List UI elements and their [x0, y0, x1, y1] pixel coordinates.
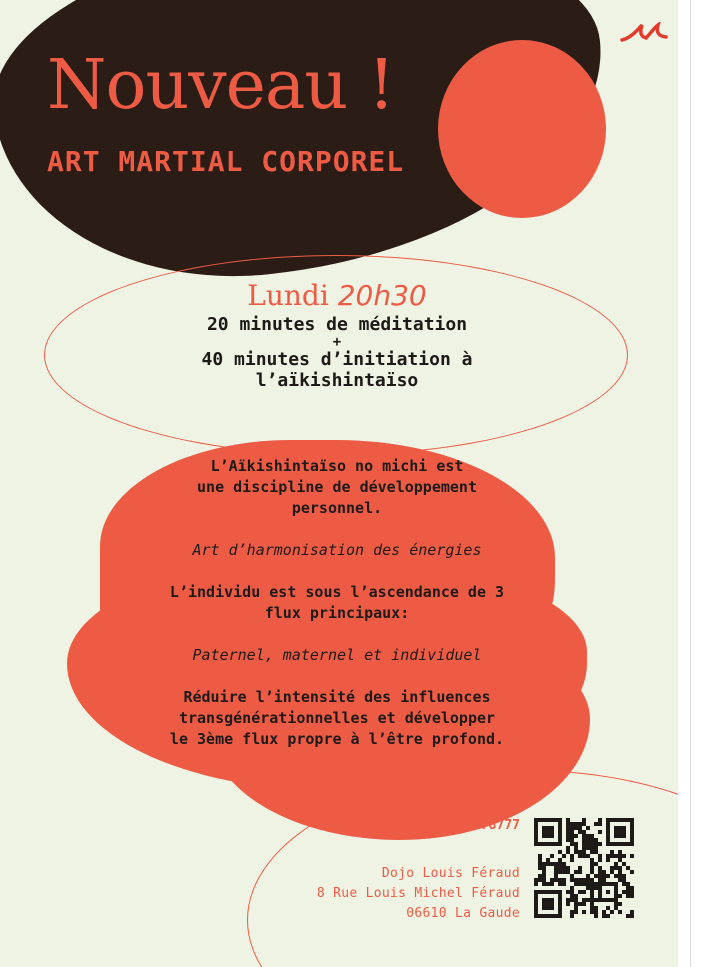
schedule-line-meditation: 20 minutes de méditation: [206, 314, 468, 335]
description-goal: le 3ème flux propre à l’être profond.: [169, 730, 505, 748]
schedule-block: [120, 278, 554, 391]
brand-logo-icon: [620, 22, 668, 44]
description-goal: Réduire l’intensité des influences: [183, 688, 491, 706]
page-title: Nouveau !: [47, 46, 395, 125]
description-tagline: Art d’harmonisation des énergies: [192, 541, 482, 559]
phone-number: 0663278777: [441, 818, 520, 833]
schedule-time: [120, 278, 554, 314]
description-flux: L’individu est sous l’ascendance de 3: [169, 583, 505, 601]
schedule-plus: +: [332, 334, 342, 350]
description-goal: transgénérationnelles et développer: [178, 709, 496, 727]
address-line: 8 Rue Louis Michel Féraud: [316, 886, 520, 901]
description-intro: une discipline de développement: [197, 478, 477, 496]
address-line: 06610 La Gaude: [406, 906, 520, 921]
red-circle-shape: [438, 40, 606, 218]
address-block: [240, 864, 520, 924]
description-flux: flux principaux:: [264, 604, 410, 622]
description-intro: L’Aïkishintaïso no michi est: [210, 457, 464, 475]
description-block: [130, 456, 544, 750]
address-line: Dojo Louis Féraud: [381, 866, 520, 881]
description-intro: personnel.: [291, 499, 383, 517]
schedule-day: Lundi: [247, 279, 329, 312]
page-subtitle: ART MARTIAL CORPOREL: [47, 145, 405, 178]
page-edge-line: [690, 0, 691, 967]
schedule-line-initiation: 40 minutes d’initiation à: [201, 349, 473, 370]
description-flux-list: Paternel, maternel et individuel: [192, 646, 482, 664]
qr-code: [534, 818, 634, 918]
schedule-line-discipline: l’aïkishintaïso: [255, 370, 419, 391]
schedule-hour: 20h30: [337, 279, 427, 312]
